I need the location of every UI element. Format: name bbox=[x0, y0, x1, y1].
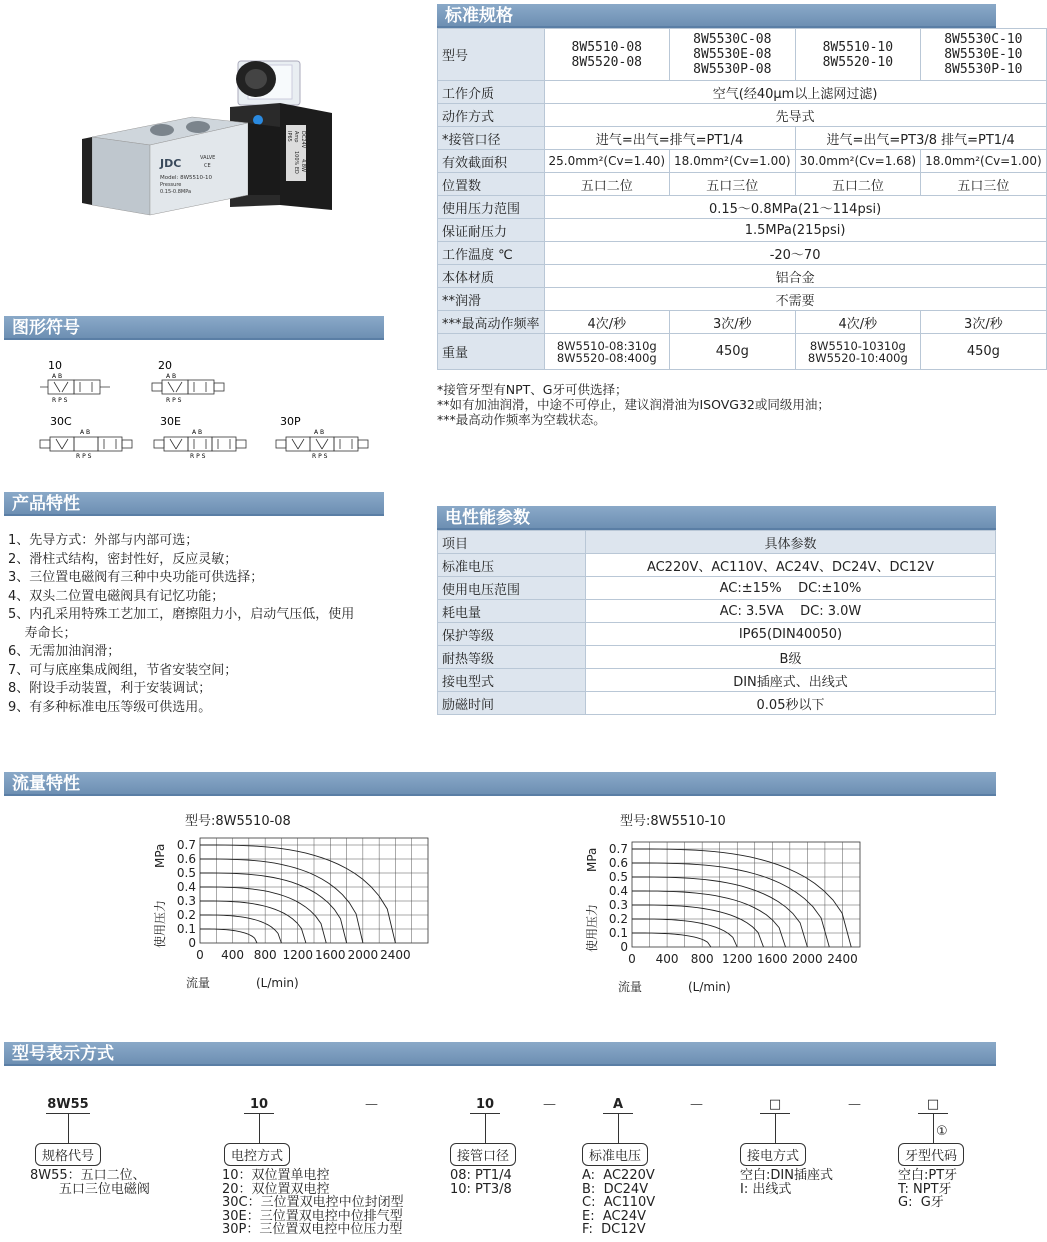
y-tick-label: 0.6 bbox=[608, 856, 628, 870]
note-1: *接管牙型有NPT、G牙可供选择； bbox=[437, 382, 628, 397]
symbol-label-30p: 30P bbox=[280, 415, 301, 428]
note-2: **如有加油润滑，中途不可停止，建议润滑油为ISOVG32或同级用油； bbox=[437, 397, 830, 412]
spec-row-action bbox=[438, 104, 1047, 127]
symbol-ports-bottom: R P S bbox=[76, 453, 92, 460]
symbol-label-30e: 30E bbox=[160, 415, 181, 428]
y-tick-label: 0.1 bbox=[608, 926, 628, 940]
electrical-table bbox=[437, 530, 996, 715]
elec-label: 耗电量 bbox=[438, 600, 586, 623]
spec-label: 重量 bbox=[438, 334, 545, 370]
symbol-ports-bottom: R P S bbox=[190, 453, 206, 460]
y-tick-label: 0.7 bbox=[608, 842, 628, 856]
x-tick-label: 1600 bbox=[757, 952, 788, 966]
mc-desc-6: 空白:PT牙 T: NPT牙 G: G牙 bbox=[898, 1168, 958, 1210]
elec-row bbox=[438, 646, 996, 669]
mc-box-3: 接管口径 bbox=[450, 1143, 516, 1166]
y-tick-label: 0.3 bbox=[608, 898, 628, 912]
feature-item: 6、无需加油润滑； bbox=[8, 644, 121, 659]
spec-row-proof-pressure bbox=[438, 219, 1047, 242]
spec-value: 进气=出气=PT3/8 排气=PT1/4 bbox=[795, 127, 1046, 150]
spec-row-frequency bbox=[438, 311, 1047, 334]
model-code-section-title: 型号表示方式 bbox=[12, 1044, 114, 1064]
spec-value: 3次/秒 bbox=[670, 311, 796, 334]
symbol-ports-bottom: R P S bbox=[52, 397, 68, 404]
mc-mark-6: ① bbox=[936, 1124, 948, 1139]
symbol-ports-bottom: R P S bbox=[166, 397, 182, 404]
feature-item: 寿命长； bbox=[8, 625, 77, 641]
x-tick-label: 400 bbox=[655, 952, 679, 966]
x-tick-label: 800 bbox=[253, 948, 277, 962]
spec-value: 1.5MPa(215psi) bbox=[544, 219, 1046, 242]
spec-label: 动作方式 bbox=[438, 104, 545, 127]
chart-2-title: 型号:8W5510-10 bbox=[620, 814, 726, 829]
spec-value: 3次/秒 bbox=[921, 311, 1047, 334]
elec-value: AC: 3.5VA DC: 3.0W bbox=[586, 600, 996, 623]
symbol-30c bbox=[40, 415, 132, 460]
mc-desc-3: 08: PT1/4 10: PT3/8 bbox=[450, 1168, 512, 1197]
spec-notes bbox=[437, 382, 830, 427]
symbol-ports-top: A B bbox=[166, 373, 177, 380]
spec-model-2 bbox=[670, 29, 796, 81]
spec-value: 18.0mm²(Cv=1.00) bbox=[670, 150, 796, 173]
symbol-20 bbox=[152, 359, 224, 404]
series-line bbox=[632, 905, 764, 947]
coil-label-2: 4.8W bbox=[300, 159, 306, 172]
spec-value: 450g bbox=[670, 334, 796, 370]
elec-row bbox=[438, 623, 996, 646]
spec-label: 保证耐压力 bbox=[438, 219, 545, 242]
symbol-section-title: 图形符号 bbox=[12, 318, 80, 338]
elec-value: 0.05秒以下 bbox=[586, 692, 996, 715]
x-tick-label: 2400 bbox=[827, 952, 858, 966]
elec-row bbox=[438, 600, 996, 623]
mc-code-6: □ bbox=[926, 1097, 940, 1112]
x-tick-label: 1200 bbox=[282, 948, 313, 962]
valve-text: VALVE bbox=[200, 155, 216, 161]
mc-dash: — bbox=[543, 1097, 556, 1112]
elec-header-item: 项目 bbox=[438, 531, 586, 554]
symbol-ports-bottom: R P S bbox=[312, 453, 328, 460]
flow-section-title: 流量特性 bbox=[12, 774, 80, 794]
spec-model-1 bbox=[544, 29, 670, 81]
coil-label-4: 100% ED bbox=[293, 151, 299, 174]
mc-dash: — bbox=[365, 1097, 378, 1112]
spec-value: 五口二位 bbox=[795, 173, 921, 196]
spec-label: **润滑 bbox=[438, 288, 545, 311]
elec-row bbox=[438, 554, 996, 577]
symbol-ports-top: A B bbox=[314, 429, 325, 436]
y-tick-label: 0.2 bbox=[608, 912, 628, 926]
spec-value: 450g bbox=[921, 334, 1047, 370]
valve-symbols bbox=[30, 355, 390, 470]
feature-item: 8、附设手动装置，利于安装调试； bbox=[8, 681, 212, 696]
spec-row-positions bbox=[438, 173, 1047, 196]
spec-label: ***最高动作频率 bbox=[438, 311, 545, 334]
y-tick-label: 0.6 bbox=[176, 852, 196, 866]
symbol-ports-top: A B bbox=[80, 429, 91, 436]
spec-value: 先导式 bbox=[544, 104, 1046, 127]
y-axis-unit: MPa bbox=[153, 843, 167, 868]
symbol-label-10: 10 bbox=[48, 359, 62, 372]
mc-code-2: 10 bbox=[249, 1097, 269, 1112]
y-tick-label: 0.5 bbox=[608, 870, 628, 884]
elec-row bbox=[438, 669, 996, 692]
feature-item: 5、内孔采用特殊工艺加工，磨擦阻力小，启动气压低，使用 bbox=[8, 607, 355, 622]
electrical-section-header bbox=[437, 506, 996, 530]
spec-section-title: 标准规格 bbox=[445, 6, 513, 26]
symbol-30e bbox=[154, 415, 246, 460]
elec-label: 耐热等级 bbox=[438, 646, 586, 669]
y-axis-label: 使用压力 bbox=[585, 903, 599, 952]
spec-label: 工作温度 ℃ bbox=[438, 242, 545, 265]
elec-label: 接电型式 bbox=[438, 669, 586, 692]
features-list bbox=[8, 532, 354, 717]
y-tick-label: 0.7 bbox=[176, 838, 196, 852]
spec-value: 25.0mm²(Cv=1.40) bbox=[544, 150, 670, 173]
spec-model-3-text: 8W5510-10 8W5520-10 bbox=[822, 39, 894, 70]
coil-label-5: IP65 bbox=[286, 131, 292, 142]
spec-label: *接管口径 bbox=[438, 127, 545, 150]
spec-model-row bbox=[438, 29, 1047, 81]
plot-frame bbox=[632, 842, 860, 947]
spec-value: -20～70 bbox=[544, 242, 1046, 265]
flow-chart-08 bbox=[150, 828, 450, 1000]
brand-text: JDC bbox=[160, 157, 182, 170]
spec-value: 4次/秒 bbox=[795, 311, 921, 334]
spec-model-label: 型号 bbox=[438, 29, 545, 81]
features-section-header bbox=[4, 492, 384, 516]
elec-value: B级 bbox=[586, 646, 996, 669]
spec-model-2-text: 8W5530C-08 8W5530E-08 8W5530P-08 bbox=[693, 32, 772, 77]
series-line bbox=[200, 873, 347, 943]
y-tick-label: 0 bbox=[188, 936, 196, 950]
spec-value: 进气=出气=排气=PT1/4 bbox=[544, 127, 795, 150]
mc-desc-1: 8W55：五口二位、 五口三位电磁阀 bbox=[30, 1168, 150, 1197]
spec-label: 使用压力范围 bbox=[438, 196, 545, 219]
symbol-ports-top: A B bbox=[192, 429, 203, 436]
model-text: Model: 8W5510-10 bbox=[160, 175, 213, 181]
mc-desc-2: 10：双位置单电控 20：双位置双电控 30C：三位置双电控中位封闭型 30E：三位置双电控中位排气型 30P：三位置双电控中位压力型 bbox=[222, 1168, 404, 1237]
spec-row-pressure-range bbox=[438, 196, 1047, 219]
mc-desc-4: A: AC220V B: DC24V C: AC110V E: AC24V F: DC12V bbox=[582, 1168, 656, 1237]
symbol-label-20: 20 bbox=[158, 359, 172, 372]
mc-box-6: 牙型代码 bbox=[898, 1143, 964, 1166]
elec-value: AC:±15% DC:±10% bbox=[586, 577, 996, 600]
coil-label-1: DC24V bbox=[300, 131, 306, 149]
symbol-ports-top: A B bbox=[52, 373, 63, 380]
series-line bbox=[632, 849, 851, 947]
x-tick-label: 2400 bbox=[380, 948, 411, 962]
x-tick-label: 400 bbox=[221, 948, 245, 962]
spec-label: 有效截面积 bbox=[438, 150, 545, 173]
elec-row bbox=[438, 577, 996, 600]
mc-code-1: 8W55 bbox=[47, 1097, 89, 1112]
flow-chart-10 bbox=[582, 832, 882, 1004]
series-line bbox=[632, 933, 711, 947]
note-3: ***最高动作频率为空载状态。 bbox=[437, 412, 606, 427]
mc-box-2: 电控方式 bbox=[224, 1143, 290, 1166]
x-axis-label: 流量 bbox=[618, 980, 643, 994]
spec-row-area bbox=[438, 150, 1047, 173]
feature-item: 3、三位置电磁阀有三种中央功能可供选择； bbox=[8, 570, 264, 585]
spec-value: 不需要 bbox=[544, 288, 1046, 311]
x-axis-unit: (L/min) bbox=[256, 976, 299, 990]
spec-value: 五口三位 bbox=[670, 173, 796, 196]
spec-model-4 bbox=[921, 29, 1047, 81]
spec-model-3 bbox=[795, 29, 921, 81]
spec-row-lubrication bbox=[438, 288, 1047, 311]
spec-section-header bbox=[437, 4, 996, 28]
spec-row-material bbox=[438, 265, 1047, 288]
spec-value: 30.0mm²(Cv=1.68) bbox=[795, 150, 921, 173]
flow-section-header bbox=[4, 772, 996, 796]
electrical-section-title: 电性能参数 bbox=[445, 508, 530, 528]
feature-item: 4、双头二位置电磁阀具有记忆功能； bbox=[8, 588, 225, 604]
mc-box-4: 标准电压 bbox=[582, 1143, 648, 1166]
x-tick-label: 1600 bbox=[315, 948, 346, 962]
feature-item: 7、可与底座集成阀组，节省安装空间； bbox=[8, 662, 238, 678]
range-text: 0.15-0.8MPa bbox=[160, 189, 192, 195]
y-tick-label: 0.4 bbox=[608, 884, 628, 898]
mc-desc-5: 空白:DIN插座式 I: 出线式 bbox=[740, 1168, 833, 1197]
elec-header-row bbox=[438, 531, 996, 554]
elec-value: IP65(DIN40050) bbox=[586, 623, 996, 646]
feature-item: 1、先导方式：外部与内部可选； bbox=[8, 533, 199, 548]
spec-label: 工作介质 bbox=[438, 81, 545, 104]
elec-label: 励磁时间 bbox=[438, 692, 586, 715]
y-tick-label: 0.2 bbox=[176, 908, 196, 922]
coil-label-3: Amp bbox=[293, 131, 299, 143]
spec-value: 五口三位 bbox=[921, 173, 1047, 196]
elec-row bbox=[438, 692, 996, 715]
spec-table bbox=[437, 28, 1047, 370]
chart-1-title: 型号:8W5510-08 bbox=[185, 814, 291, 829]
spec-row-medium bbox=[438, 81, 1047, 104]
spec-value: 8W5510-10310g 8W5520-10:400g bbox=[795, 334, 921, 370]
symbol-label-30c: 30C bbox=[50, 415, 72, 428]
x-tick-label: 0 bbox=[628, 952, 636, 966]
spec-value: 8W5510-08:310g 8W5520-08:400g bbox=[544, 334, 670, 370]
y-tick-label: 0.5 bbox=[176, 866, 196, 880]
spec-model-4-text: 8W5530C-10 8W5530E-10 8W5530P-10 bbox=[944, 32, 1023, 77]
x-tick-label: 1200 bbox=[721, 952, 753, 966]
elec-label: 保护等级 bbox=[438, 623, 586, 646]
symbol-30p bbox=[276, 415, 368, 460]
x-axis-label: 流量 bbox=[186, 976, 211, 990]
mc-code-4: A bbox=[612, 1097, 624, 1112]
mc-dash: — bbox=[690, 1097, 703, 1112]
symbol-10 bbox=[40, 359, 110, 404]
spec-value: 五口二位 bbox=[544, 173, 670, 196]
pressure-text: Pressure bbox=[160, 182, 182, 188]
x-tick-label: 2000 bbox=[792, 952, 823, 966]
elec-label: 使用电压范围 bbox=[438, 577, 586, 600]
y-tick-label: 0 bbox=[620, 940, 628, 954]
y-axis-unit: MPa bbox=[585, 847, 599, 872]
x-axis-unit: (L/min) bbox=[688, 980, 731, 994]
series-line bbox=[200, 929, 257, 943]
y-axis-label: 使用压力 bbox=[153, 899, 167, 948]
model-code-section-header bbox=[4, 1042, 996, 1066]
elec-label: 标准电压 bbox=[438, 554, 586, 577]
spec-row-port bbox=[438, 127, 1047, 150]
mc-code-5: □ bbox=[768, 1097, 782, 1112]
spec-model-1-text: 8W5510-08 8W5520-08 bbox=[571, 39, 642, 70]
x-tick-label: 0 bbox=[196, 948, 204, 962]
y-tick-label: 0.3 bbox=[176, 894, 196, 908]
ce-text: CE bbox=[204, 163, 211, 169]
mc-dash: — bbox=[848, 1097, 861, 1112]
elec-value: DIN插座式、出线式 bbox=[586, 669, 996, 692]
spec-label: 位置数 bbox=[438, 173, 545, 196]
elec-header-param: 具体参数 bbox=[586, 531, 996, 554]
x-tick-label: 2000 bbox=[347, 948, 379, 962]
spec-label: 本体材质 bbox=[438, 265, 545, 288]
spec-value: 4次/秒 bbox=[544, 311, 670, 334]
elec-value: AC220V、AC110V、AC24V、DC24V、DC12V bbox=[586, 554, 996, 577]
spec-value: 空气(经40μm以上滤网过滤) bbox=[544, 81, 1046, 104]
mc-box-5: 接电方式 bbox=[740, 1143, 806, 1166]
x-tick-label: 800 bbox=[690, 952, 714, 966]
symbol-section-header bbox=[4, 316, 384, 340]
spec-row-temperature bbox=[438, 242, 1047, 265]
feature-item: 9、有多种标准电压等级可供选用。 bbox=[8, 699, 212, 715]
features-section-title: 产品特性 bbox=[12, 494, 80, 514]
y-tick-label: 0.1 bbox=[176, 922, 196, 936]
spec-value: 铝合金 bbox=[544, 265, 1046, 288]
feature-item: 2、滑柱式结构，密封性好，反应灵敏； bbox=[8, 551, 238, 567]
mc-box-1: 规格代号 bbox=[35, 1143, 101, 1166]
spec-row-weight bbox=[438, 334, 1047, 370]
y-tick-label: 0.4 bbox=[176, 880, 196, 894]
product-image bbox=[80, 55, 350, 230]
spec-value: 0.15～0.8MPa(21～114psi) bbox=[544, 196, 1046, 219]
mc-code-3: 10 bbox=[475, 1097, 495, 1112]
spec-value: 18.0mm²(Cv=1.00) bbox=[921, 150, 1047, 173]
